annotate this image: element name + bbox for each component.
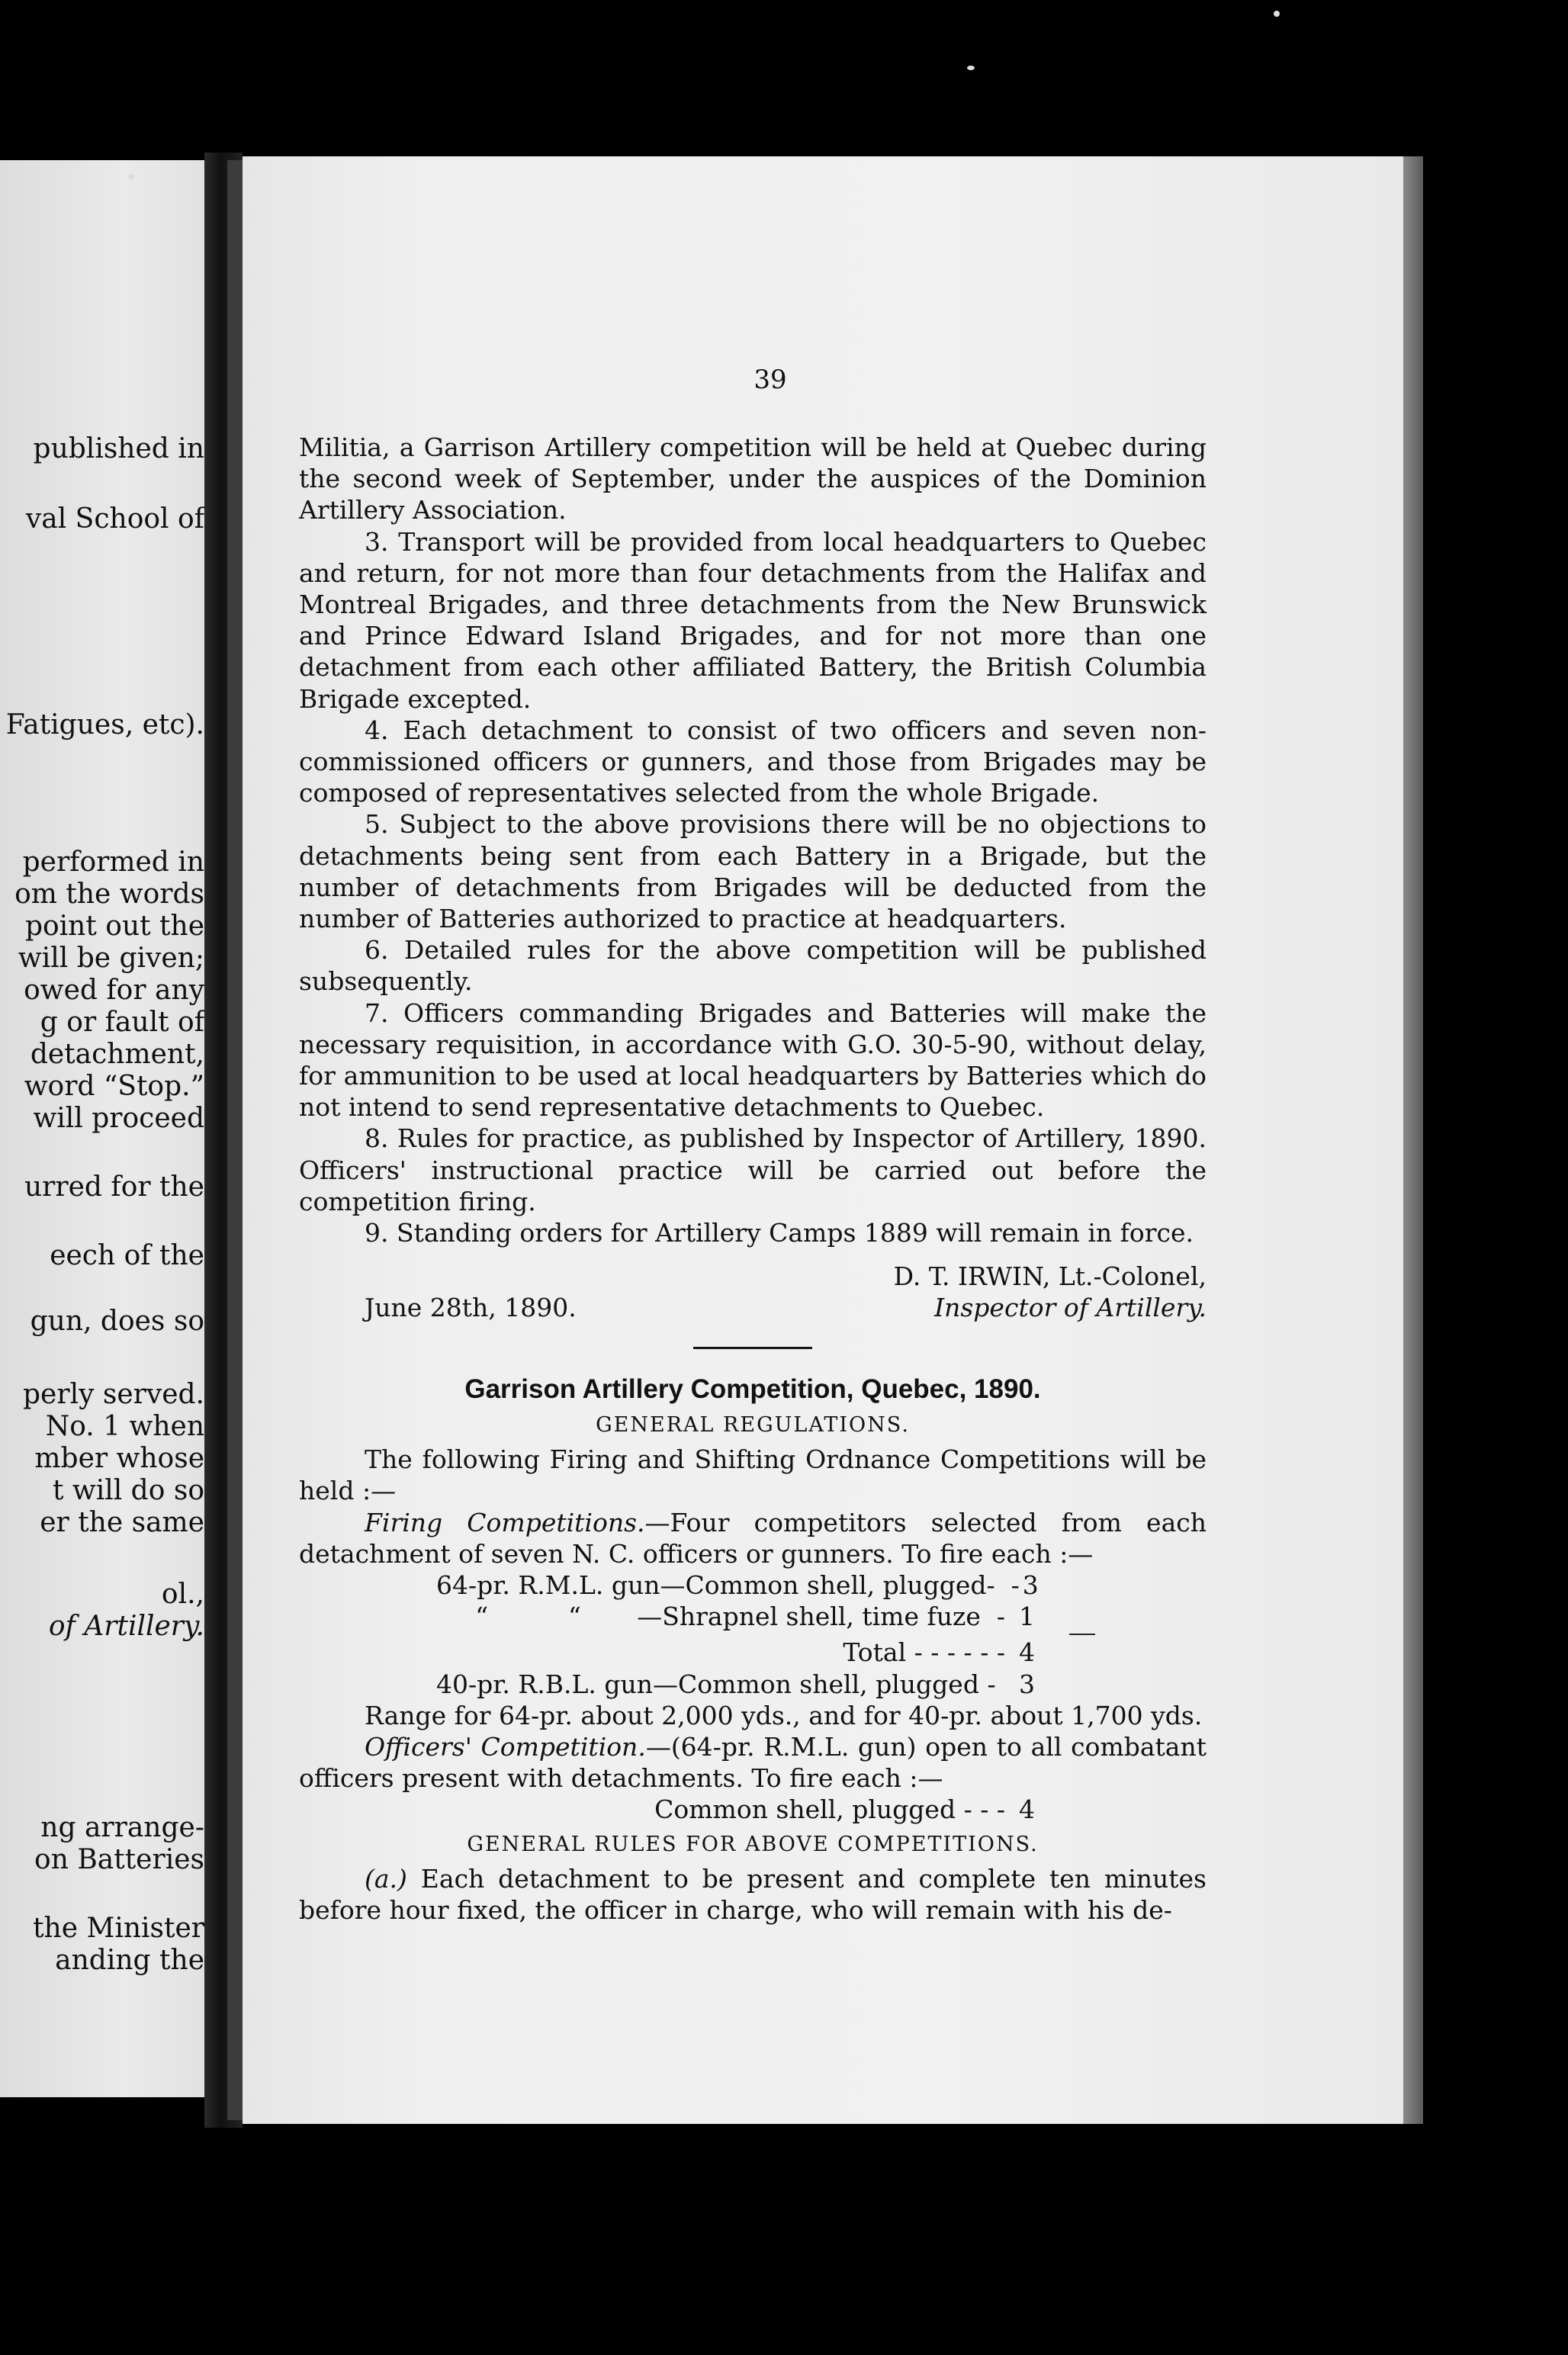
left-page-line: on Batteries	[34, 1844, 204, 1875]
body-paragraph: 5. Subject to the above provisions there will be no objections to detachments being sent from each Battery in a Brigade, but the number of detachments from Brigades will be deducted from the number of Batteries authorized to practice at headquarters.	[299, 809, 1207, 934]
left-page-line: urred for the	[24, 1171, 204, 1203]
left-page-line: word “Stop.”	[24, 1071, 204, 1102]
total-value: 4	[1019, 1637, 1035, 1668]
body-paragraph: 4. Each detachment to consist of two officers and seven non-commissioned officers or gunners, and those from Brigades may be composed of representatives selected from the whole Brigade.	[299, 715, 1207, 808]
left-page-line: of Artillery.	[48, 1611, 204, 1642]
total-label: Total - - - - - -	[843, 1637, 1005, 1668]
section-divider	[693, 1347, 812, 1349]
dust-speck	[1274, 11, 1280, 17]
left-page-line: perly served.	[23, 1379, 204, 1410]
ammunition-label: “ “ —Shrapnel shell, time fuze -	[475, 1602, 1005, 1632]
ammunition-value: 1	[1019, 1602, 1035, 1632]
left-page-line: om the words	[14, 879, 204, 910]
body-paragraph: 9. Standing orders for Artillery Camps 1889 will remain in force.	[365, 1218, 1194, 1248]
ammunition-value: 3	[1022, 1569, 1039, 1600]
body-paragraph: 7. Officers commanding Brigades and Batteries will make the necessary requisition, in accordance with G.O. 30-5-90, without delay, for ammunition to be used at local headquarters by Batteries which do not intend to send representative detachments to Quebec.	[299, 998, 1207, 1123]
officers-ammo-label: Common shell, plugged - - -	[654, 1794, 1005, 1825]
body-paragraph: 6. Detailed rules for the above competition will be published subsequently.	[299, 935, 1207, 997]
page-body	[299, 358, 1207, 1926]
officers-competition-label: Officers' Competition.	[365, 1731, 646, 1762]
total-row	[436, 1637, 1107, 1668]
left-page-line: ol.,	[161, 1579, 204, 1610]
range-paragraph: Range for 64-pr. about 2,000 yds., and for 40-pr. about 1,700 yds.	[365, 1700, 1203, 1730]
ammunition-row	[436, 1569, 1107, 1601]
left-page-line: will proceed	[33, 1103, 204, 1134]
left-page-line: point out the	[24, 911, 204, 942]
page-edge	[1403, 156, 1423, 2124]
officers-competition-text: —(64-pr. R.M.L. gun) open to all combatant officers present with detachments. To fire each :—	[299, 1731, 1207, 1794]
signature-block	[299, 1261, 1207, 1323]
rule-a-paragraph	[299, 1863, 1207, 1926]
dust-speck	[967, 66, 975, 70]
ammunition-label: 64-pr. R.M.L. gun—Common shell, plugged- -	[436, 1569, 1020, 1600]
left-page-line: er the same	[40, 1507, 204, 1538]
left-page-line: eech of the	[50, 1240, 204, 1271]
officers-ammo-value: 4	[1019, 1794, 1035, 1825]
general-rules-heading: GENERAL RULES FOR ABOVE COMPETITIONS.	[467, 1832, 1039, 1856]
left-page-line: t will do so	[52, 1475, 204, 1506]
ammunition-list	[436, 1569, 1107, 1632]
general-regulations-heading: GENERAL REGULATIONS.	[596, 1412, 910, 1437]
left-page	[0, 160, 204, 2097]
signature-right	[894, 1261, 1207, 1323]
intro-paragraph: The following Firing and Shifting Ordnance Competitions will be held :—	[299, 1444, 1207, 1506]
ammo-40pr-value: 3	[1019, 1669, 1035, 1699]
total-rule	[1069, 1634, 1095, 1635]
left-page-line: anding the	[55, 1945, 204, 1976]
rule-a-text: Each detachment to be present and complete ten minutes before hour fixed, the officer in charge, who will remain with his de-	[299, 1863, 1207, 1925]
left-page-line: the Minister	[33, 1913, 204, 1944]
left-page-line: performed in	[22, 847, 204, 878]
firing-competitions-label: Firing Competitions.	[365, 1507, 645, 1537]
left-page-line: gun, does so	[30, 1306, 204, 1337]
firing-competitions-paragraph	[299, 1507, 1207, 1569]
paragraphs	[299, 432, 1207, 1248]
left-page-line: ng arrange-	[40, 1812, 204, 1843]
left-page-line: No. 1 when	[45, 1411, 204, 1442]
page-number: 39	[753, 365, 787, 395]
left-page-line: published in	[33, 433, 204, 464]
signature-date: June 28th, 1890.	[365, 1293, 577, 1323]
firing-competitions-text: —Four competitors selected from each detachment of seven N. C. officers or gunners. To fire each :—	[299, 1507, 1207, 1569]
left-page-line: Fatigues, etc).	[5, 709, 204, 741]
officers-ammo-row	[619, 1794, 1107, 1825]
left-page-line: owed for any	[24, 975, 204, 1006]
left-page-line: val School of	[25, 503, 204, 535]
officers-competition-paragraph	[299, 1731, 1207, 1794]
signature-title: Inspector of Artillery.	[934, 1293, 1207, 1323]
body-paragraph: 3. Transport will be provided from local headquarters to Quebec and return, for not more than four detachments from the Halifax and Montreal Brigades, and three detachments from the New Brunswick and Prince Edward Island Brigades, and for not more than one detachment from each other affiliated Battery, the British Columbia Brigade excepted.	[299, 526, 1207, 714]
signature-name: D. T. IRWIN, Lt.-Colonel,	[893, 1261, 1207, 1292]
ammunition-row	[436, 1601, 1107, 1632]
ammo-40pr-label: 40-pr. R.B.L. gun—Common shell, plugged -	[436, 1669, 996, 1699]
dust-speck	[128, 174, 134, 180]
left-page-line: mber whose	[34, 1443, 204, 1474]
left-page-line: g or fault of	[40, 1007, 204, 1038]
ammo-40pr-row	[436, 1669, 1107, 1700]
rule-a-label: (a.)	[365, 1863, 407, 1894]
body-paragraph: Militia, a Garrison Artillery competition will be held at Quebec during the second week of September, under the auspices of the Dominion Artillery Association.	[299, 432, 1207, 525]
spine-edge	[227, 160, 244, 2120]
section-heading: Garrison Artillery Competition, Quebec, 1890.	[464, 1373, 1041, 1404]
left-page-line: detachment,	[30, 1039, 204, 1070]
body-paragraph: 8. Rules for practice, as published by Inspector of Artillery, 1890. Officers' instructional practice will be carried out before the competition firing.	[299, 1123, 1207, 1216]
left-page-line: will be given;	[18, 943, 204, 974]
